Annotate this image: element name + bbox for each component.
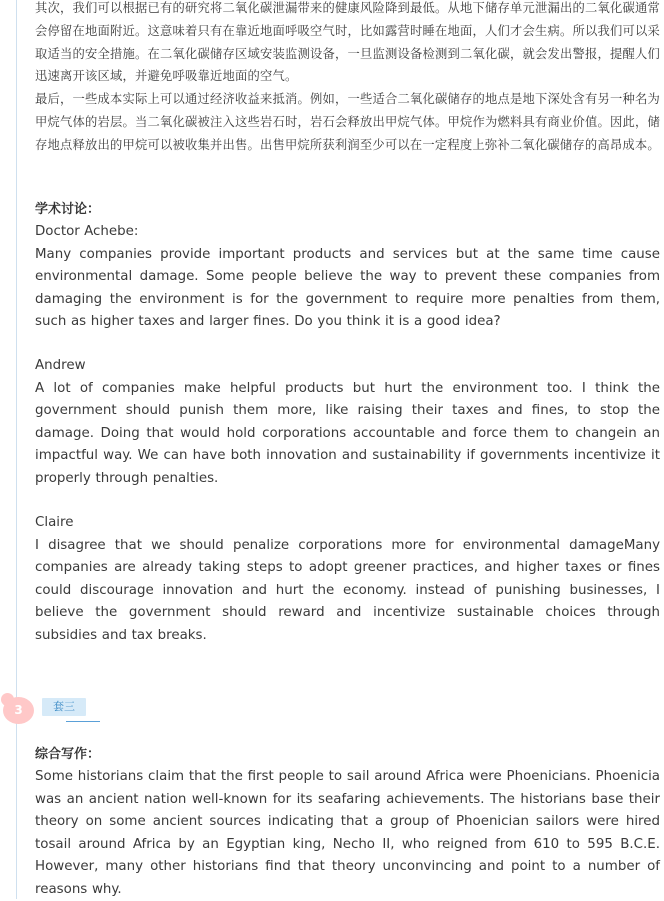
section-tag: 套三 xyxy=(42,698,86,716)
student-response-andrew xyxy=(35,355,660,490)
integrated-writing xyxy=(35,744,660,901)
student-name: Claire xyxy=(35,515,74,530)
paragraph-health-risk: 其次，我们可以根据已有的研究将二氧化碳泄漏带来的健康风险降到最低。从地下储存单元泄漏出的二氧化碳通常会停留在地面附近。这意味着只有在靠近地面呼吸空气时，比如露营时睡在地面，人们才会生病。所以我们可以采取适当的安全措施。在二氧化碳储存区域安装监测设备，一旦监测设备检测到二氧化碳，就会发出警报，提醒人们迅速离开该区域，并避免呼吸靠近地面的空气。 xyxy=(35,1,660,84)
student-text: A lot of companies make helpful products but hurt the environment too. I think the government should punish them more, like raising their taxes and fines, to stop the damage. Doing that would hold corporations accountable and force them to changein an impactful way. We can have both innovation and sustainability if governments incentivize it properly through penalties. xyxy=(35,380,660,486)
academic-discussion xyxy=(35,199,660,334)
professor-name: Doctor Achebe: xyxy=(35,224,139,239)
integrated-writing-heading: 综合写作： xyxy=(35,747,101,762)
integrated-writing-text: Some historians claim that the first people to sail around Africa were Phoenicians. Phoenicia was an ancient nation well-known for its seafaring achievements. The historians base their theory on some ancient sources indicating that a group of Phoenician sailors were hired tosail around Africa by an Egyptian king, Necho II, who reigned from 610 to 595 B.C.E. However, many other historians find that theory unconvincing and point to a number of reasons why. xyxy=(35,769,660,897)
academic-discussion-heading: 学术讨论： xyxy=(35,202,101,217)
student-name: Andrew xyxy=(35,358,86,373)
section-number-badge: 3 xyxy=(3,697,34,724)
student-response-claire xyxy=(35,512,660,647)
left-timeline-rail xyxy=(16,0,17,899)
professor-prompt: Many companies provide important products and services but at the same time cause environmental damage. Some people believe the way to prevent these companies from damaging the environment is for the government to require more penalties from them, such as higher taxes and larger fines. Do you think it is a good idea? xyxy=(35,246,660,329)
paragraph-economic-gain: 最后，一些成本实际上可以通过经济收益来抵消。例如，一些适合二氧化碳储存的地点是地下深处含有另一种名为甲烷气体的岩层。当二氧化碳被注入这些岩石时，岩石会释放出甲烷气体。甲烷作为燃料具有商业价值。因此，储存地点释放出的甲烷可以被收集并出售。出售甲烷所获利润至少可以在一定程度上弥补二氧化碳储存的高昂成本。 xyxy=(35,92,660,152)
student-text: I disagree that we should penalize corporations more for environmental damageMany companies are already taking steps to adopt greener practices, and higher taxes or fines could discourage innovation and hurt the economy. instead of punishing businesses, I believe the government should reward and incentivize sustainable choices through subsidies and tax breaks. xyxy=(35,537,660,643)
tag-underline xyxy=(66,721,100,722)
intro-section xyxy=(35,0,660,157)
